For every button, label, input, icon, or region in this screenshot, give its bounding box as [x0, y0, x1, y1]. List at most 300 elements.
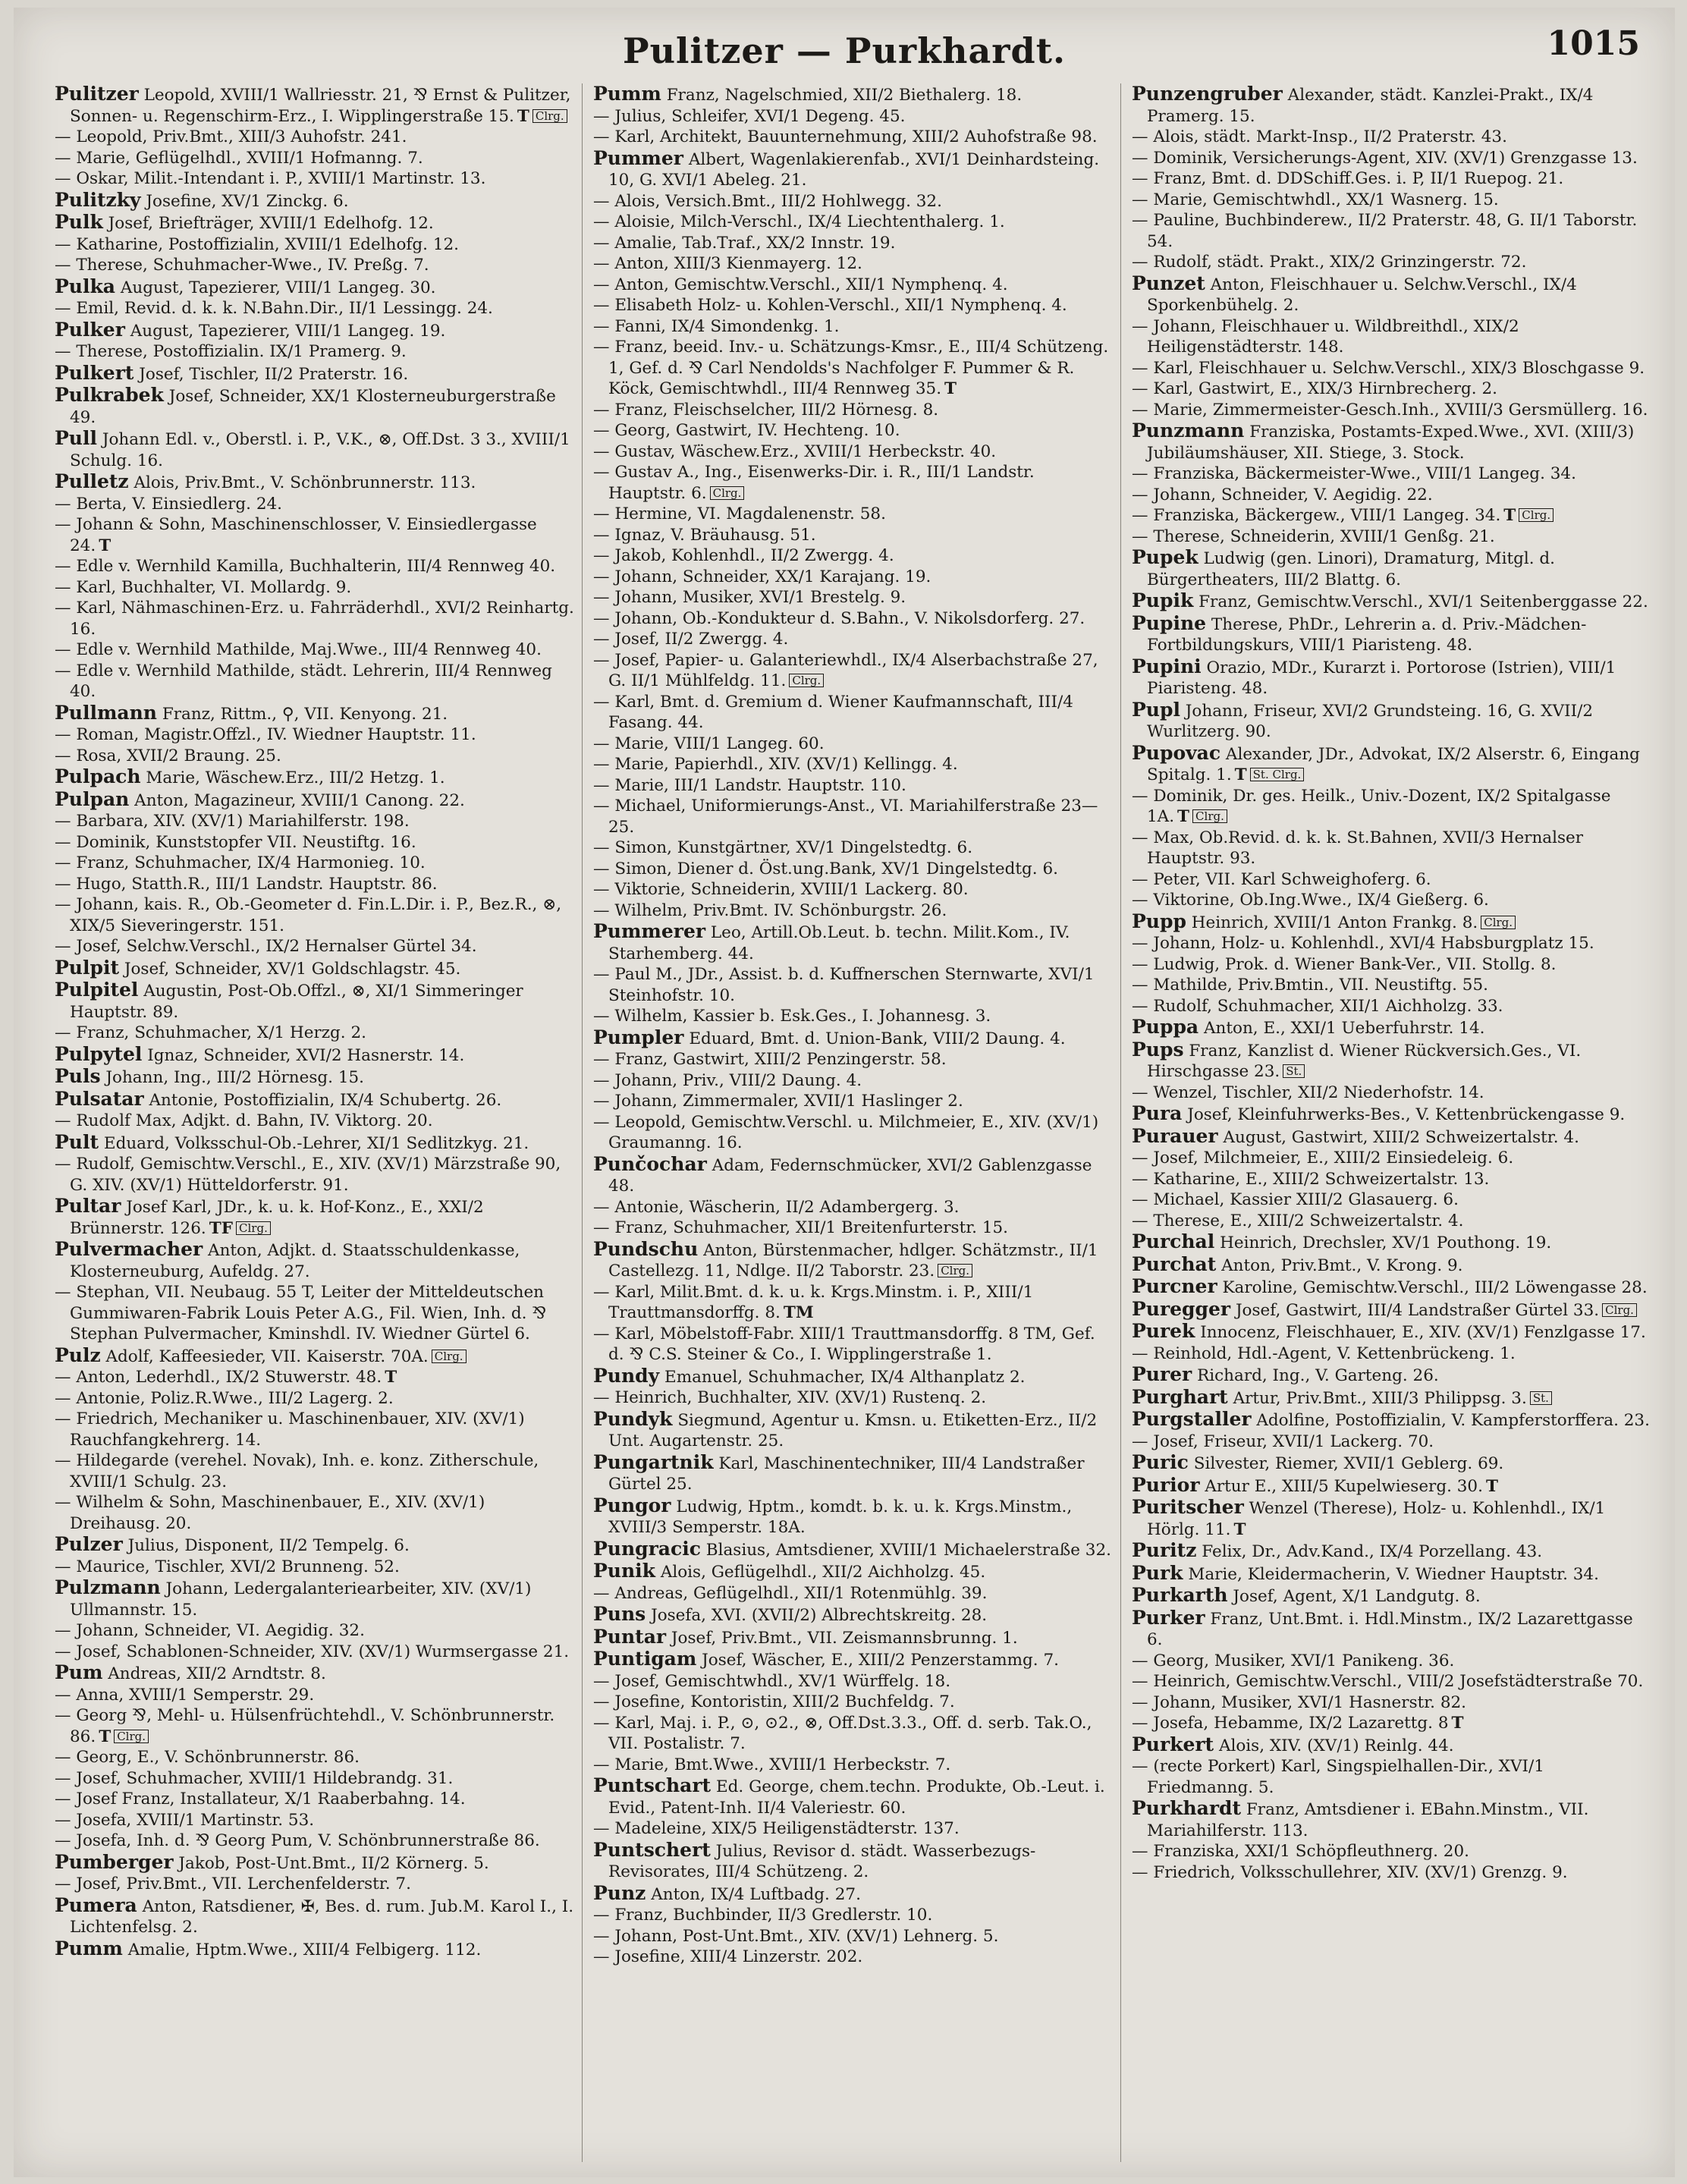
entry-text: — Karl, Architekt, Bauunternehmung, XIII/2 Auhofstraße 98. — [593, 127, 1098, 146]
directory-entry — [593, 253, 1113, 275]
directory-entry — [593, 1947, 1113, 1968]
entry-text: — Jakob, Kohlenhdl., II/2 Zwergg. 4. — [593, 546, 894, 565]
entry-surname: Pulkert — [55, 361, 134, 384]
directory-entry — [1132, 148, 1652, 169]
entry-surname: Puritscher — [1132, 1496, 1244, 1518]
entry-text: Johann, Ing., III/2 Hörnesg. 15. — [105, 1068, 365, 1087]
directory-entry — [1132, 316, 1652, 358]
entry-text: — Josefine, Kontoristin, XIII/2 Buchfeldg. 7. — [593, 1692, 955, 1711]
entry-surname: Puntigam — [593, 1648, 697, 1670]
directory-entry — [593, 1713, 1113, 1755]
directory-entry — [55, 598, 574, 639]
telephone-mark: T — [1233, 1519, 1246, 1539]
entry-text: Leo, Artill.Ob.Leut. b. techn. Milit.Kom., IV. Starhemberg. 44. — [608, 923, 1070, 963]
directory-entry — [593, 1583, 1113, 1604]
directory-entry — [1132, 400, 1652, 421]
directory-entry — [55, 1830, 574, 1852]
directory-entry — [1132, 1713, 1652, 1734]
directory-entry — [1132, 613, 1652, 656]
entry-surname: Puls — [55, 1065, 101, 1087]
entry-text: Anton, E., XXI/1 Ueberfuhrstr. 14. — [1203, 1019, 1485, 1038]
directory-entry — [1132, 358, 1652, 379]
entry-text: — Maurice, Tischler, XVI/2 Brunneng. 52. — [55, 1557, 400, 1576]
directory-entry — [55, 1044, 574, 1067]
entry-surname: Pupik — [1132, 589, 1194, 611]
directory-entry — [55, 1874, 574, 1895]
entry-surname: Pupovac — [1132, 741, 1221, 764]
entry-text: — Marie, Papierhdl., XIV. (XV/1) Kellingg. 4. — [593, 755, 958, 774]
directory-entry — [593, 545, 1113, 567]
entry-text: — Josefa, XVIII/1 Martinstr. 53. — [55, 1810, 315, 1830]
entry-text: — Anton, Lederhdl., IX/2 Stuwerstr. 48. — [55, 1368, 382, 1387]
entry-text: Franz, Rittm., ⚲, VII. Kenyong. 21. — [162, 704, 448, 724]
directory-entry — [55, 894, 574, 936]
directory-entry — [593, 1197, 1113, 1218]
entry-text: — Therese, Postoffizialin. IX/1 Pramerg. 9. — [55, 342, 407, 361]
entry-surname: Puregger — [1132, 1297, 1231, 1320]
directory-entry — [55, 1492, 574, 1534]
directory-entry — [593, 106, 1113, 127]
directory-entry — [1132, 1364, 1652, 1387]
entry-text: — (recte Porkert) Karl, Singspielhallen-Dir., XVI/1 Friedmanng. 5. — [1132, 1757, 1544, 1797]
entry-text: Emanuel, Schuhmacher, IX/4 Althanplatz 2. — [664, 1367, 1026, 1387]
directory-entry — [55, 1154, 574, 1196]
entry-surname: Pungartnik — [593, 1450, 714, 1473]
entry-text: — Rosa, XVII/2 Braung. 25. — [55, 746, 281, 765]
entry-surname: Pulvermacher — [55, 1238, 203, 1260]
entry-surname: Purchat — [1132, 1252, 1217, 1275]
entry-text: Alois, Geflügelhdl., XII/2 Aichholzg. 45. — [660, 1563, 986, 1582]
directory-entry — [593, 316, 1113, 338]
entry-surname: Pulka — [55, 275, 115, 297]
entry-text: — Rudolf Max, Adjkt. d. Bahn, IV. Viktorg. 20. — [55, 1111, 433, 1130]
clearing-badge: St. Clrg. — [1250, 768, 1305, 781]
entry-surname: Puntschert — [593, 1838, 711, 1861]
directory-entry — [593, 1282, 1113, 1324]
directory-entry — [55, 1239, 574, 1282]
telephone-mark: T — [1234, 765, 1247, 784]
directory-entry — [55, 1023, 574, 1044]
directory-entry — [593, 212, 1113, 233]
directory-entry — [55, 766, 574, 789]
directory-entry — [1132, 1756, 1652, 1798]
directory-entry — [593, 1818, 1113, 1840]
telephone-mark: T — [99, 1727, 112, 1746]
entry-surname: Purior — [1132, 1473, 1200, 1496]
directory-entry — [55, 811, 574, 832]
directory-entry — [1132, 1734, 1652, 1757]
entry-text: Innocenz, Fleischhauer, E., XIV. (XV/1) Fenzlgasse 17. — [1200, 1323, 1646, 1342]
directory-entry — [1132, 547, 1652, 590]
entry-surname: Punzet — [1132, 272, 1205, 294]
directory-entry — [1132, 996, 1652, 1017]
entry-text: — Josefa, Hebamme, IX/2 Lazarettg. 8 — [1132, 1714, 1449, 1733]
entry-text: — Karl, Bmt. d. Gremium d. Wiener Kaufmannschaft, III/4 Fasang. 44. — [593, 692, 1073, 732]
directory-entry — [1132, 168, 1652, 190]
entry-text: — Pauline, Buchbinderew., II/2 Praterstr. 48, G. II/1 Taborstr. 54. — [1132, 211, 1638, 251]
directory-entry — [593, 1755, 1113, 1776]
clearing-badge: Clrg. — [432, 1350, 467, 1363]
entry-text: — Aloisie, Milch-Verschl., IX/4 Liechtenthalerg. 1. — [593, 212, 1005, 231]
entry-text: — Max, Ob.Revid. d. k. k. St.Bahnen, XVII/3 Hernalser Hauptstr. 93. — [1132, 828, 1584, 868]
entry-surname: Purgstaller — [1132, 1408, 1252, 1430]
entry-text: — Leopold, Priv.Bmt., XIII/3 Auhofstr. 241. — [55, 127, 407, 146]
directory-entry — [593, 734, 1113, 755]
entry-text: — Emil, Revid. d. k. k. N.Bahn.Dir., II/1 Lessingg. 24. — [55, 299, 493, 318]
telephone-mark: T — [99, 536, 112, 555]
directory-entry — [593, 148, 1113, 191]
entry-surname: Pum — [55, 1661, 103, 1683]
entry-surname: Pupek — [1132, 546, 1198, 568]
entry-text: Leopold, XVIII/1 Wallriesstr. 21, ⅋ Ernst & Pulitzer, Sonnen- u. Regenschirm-Erz., I. Wipplingerstraße 15. — [70, 86, 571, 126]
entry-text: Wenzel (Therese), Holz- u. Kohlenhdl., IX/1 Hörlg. 11. — [1147, 1499, 1606, 1539]
column-2 — [583, 83, 1121, 2162]
entry-text: — Johann, Ob.-Kondukteur d. S.Bahn., V. Nikolsdorferg. 27. — [593, 608, 1085, 628]
telephone-mark: TM — [783, 1303, 814, 1322]
directory-entry — [55, 1450, 574, 1492]
entry-text: August, Tapezierer, VIII/1 Langeg. 30. — [120, 278, 436, 297]
entry-surname: Pulker — [55, 318, 125, 341]
entry-text: — Josef, Schuhmacher, XVIII/1 Hildebrandg. 31. — [55, 1768, 454, 1788]
entry-text: — Simon, Kunstgärtner, XV/1 Dingelstedtg. 6. — [593, 838, 973, 857]
directory-entry — [1132, 273, 1652, 316]
directory-entry — [55, 1111, 574, 1132]
entry-text: Franz, Kanzlist d. Wiener Rückversich.Ges., VI. Hirschgasse 23. — [1147, 1041, 1582, 1081]
entry-text: Antonie, Postoffizialin, IX/4 Schubertg. 26. — [149, 1090, 502, 1110]
directory-entry — [1132, 1671, 1652, 1692]
entry-text: Silvester, Riemer, XVII/1 Geblerg. 69. — [1193, 1454, 1504, 1473]
directory-entry — [1132, 1431, 1652, 1453]
entry-text: August, Gastwirt, XIII/2 Schweizertalstr. 4. — [1223, 1127, 1579, 1147]
directory-entry — [55, 1534, 574, 1557]
directory-entry — [593, 964, 1113, 1006]
entry-surname: Pulpit — [55, 956, 119, 979]
directory-entry — [55, 746, 574, 767]
directory-entry — [593, 796, 1113, 837]
entry-text: — Karl, Fleischhauer u. Selchw.Verschl., XIX/3 Bloschgasse 9. — [1132, 358, 1645, 378]
entry-text: — Elisabeth Holz- u. Kohlen-Verschl., XII/1 Nymphenq. 4. — [593, 296, 1067, 315]
entry-text: — Georg, Gastwirt, IV. Hechteng. 10. — [593, 421, 900, 440]
entry-text: — Gustav, Wäschew.Erz., XVIII/1 Herbeckstr. 40. — [593, 442, 997, 461]
directory-entry — [1132, 1321, 1652, 1343]
directory-entry — [55, 936, 574, 957]
entry-surname: Pulpan — [55, 787, 130, 810]
directory-entry — [55, 853, 574, 874]
telephone-mark: T — [1177, 807, 1190, 826]
entry-surname: Purker — [1132, 1606, 1205, 1629]
entry-text: Johann Edl. v., Oberstl. i. P., V.K., ⊗, Off.Dst. 3 3., XVIII/1 Schulg. 16. — [70, 430, 570, 470]
entry-text: Heinrich, Drechsler, XV/1 Pouthong. 19. — [1220, 1233, 1552, 1252]
directory-entry — [55, 1196, 574, 1239]
entry-text: — Karl, Gastwirt, E., XIX/3 Hirnbrecherg. 2. — [1132, 379, 1497, 398]
directory-entry — [55, 1409, 574, 1450]
directory-entry — [1132, 1211, 1652, 1232]
entry-surname: Puntar — [593, 1625, 667, 1648]
telephone-mark: T — [517, 106, 529, 126]
entry-surname: Punik — [593, 1560, 655, 1582]
directory-entry — [1132, 890, 1652, 911]
entry-surname: Pumberger — [55, 1850, 174, 1873]
clearing-badge: Clrg. — [114, 1730, 149, 1743]
entry-surname: Purchal — [1132, 1230, 1215, 1252]
entry-surname: Punz — [593, 1881, 646, 1904]
entry-surname: Pungracic — [593, 1537, 701, 1560]
directory-entry — [1132, 590, 1652, 613]
clearing-badge: Clrg. — [710, 486, 745, 500]
entry-text: — Alois, städt. Markt-Insp., II/2 Praterstr. 43. — [1132, 127, 1507, 146]
directory-entry — [593, 420, 1113, 442]
directory-entry — [1132, 127, 1652, 148]
entry-surname: Pumpler — [593, 1026, 684, 1048]
directory-entry — [55, 1132, 574, 1155]
directory-entry — [1132, 505, 1652, 526]
entry-surname: Pura — [1132, 1102, 1183, 1124]
directory-entry — [1132, 1169, 1652, 1190]
directory-entry — [1132, 1862, 1652, 1884]
directory-entry — [1132, 252, 1652, 273]
entry-text: — Heinrich, Buchhalter, XIV. (XV/1) Rustenq. 2. — [593, 1388, 987, 1407]
entry-surname: Pulitzky — [55, 188, 141, 211]
directory-entry — [1132, 656, 1652, 699]
entry-surname: Pungor — [593, 1494, 671, 1516]
entry-text: Anton, Fleischhauer u. Selchw.Verschl., IX/4 Sporkenbühelg. 2. — [1147, 275, 1577, 315]
directory-entry — [55, 661, 574, 702]
directory-entry — [593, 879, 1113, 900]
entry-surname: Pulk — [55, 211, 103, 233]
entry-text: Josef, Schneider, XV/1 Goldschlagstr. 45. — [124, 959, 461, 979]
entry-text: Andreas, XII/2 Arndtstr. 8. — [108, 1664, 326, 1683]
directory-entry — [593, 1626, 1113, 1649]
entry-text: — Johann, Priv., VIII/2 Daung. 4. — [593, 1070, 862, 1090]
entry-surname: Pullmann — [55, 701, 157, 724]
directory-entry — [1132, 1563, 1652, 1585]
entry-text: — Johann, Post-Unt.Bmt., XIV. (XV/1) Lehnerg. 5. — [593, 1926, 999, 1946]
directory-entry — [1132, 828, 1652, 869]
directory-entry — [55, 1685, 574, 1706]
directory-entry — [55, 1089, 574, 1111]
entry-text: Karoline, Gemischtw.Verschl., III/2 Löwengasse 28. — [1222, 1278, 1648, 1297]
entry-surname: Pupine — [1132, 611, 1207, 634]
directory-entry — [593, 837, 1113, 859]
entry-text: Josef, Priv.Bmt., VII. Zeismannsbrunng. 1. — [671, 1628, 1018, 1648]
directory-entry — [593, 900, 1113, 922]
directory-entry — [1132, 1039, 1652, 1083]
entry-text: Alexander, JDr., Advokat, IX/2 Alserstr. 6, Eingang Spitalg. 1. — [1147, 744, 1640, 784]
entry-text: — Marie, Bmt.Wwe., XVIII/1 Herbeckstr. 7. — [593, 1755, 951, 1774]
entry-surname: Pulsatar — [55, 1087, 144, 1110]
directory-entry — [593, 83, 1113, 106]
entry-text: Anton, Adjkt. d. Staatsschuldenkasse, Klosterneuburg, Aufeldg. 27. — [70, 1241, 520, 1281]
directory-entry — [1132, 1409, 1652, 1431]
directory-entry — [1132, 190, 1652, 211]
entry-surname: Puns — [593, 1603, 646, 1625]
entry-text: Eduard, Volksschul-Ob.-Lehrer, XI/1 Sedlitzkyg. 21. — [103, 1133, 529, 1153]
directory-entry — [593, 504, 1113, 525]
entry-surname: Puntschart — [593, 1774, 712, 1796]
directory-entry — [593, 859, 1113, 880]
entry-text: Alexander, städt. Kanzlei-Prakt., IX/4 Pramerg. 15. — [1147, 86, 1594, 126]
directory-entry — [593, 1112, 1113, 1154]
column-1 — [44, 83, 583, 2162]
entry-text: — Johann, Schneider, VI. Aegidig. 32. — [55, 1621, 365, 1640]
entry-text: Adolf, Kaffeesieder, VII. Kaiserstr. 70A. — [105, 1347, 429, 1366]
entry-text: — Rudolf, Gemischtw.Verschl., E., XIV. (XV/1) Märzstraße 90, G. XIV. (XV/1) Hütteldorferstr. 91. — [55, 1155, 561, 1195]
entry-text: — Roman, Magistr.Offzl., IV. Wiedner Hauptstr. 11. — [55, 725, 476, 744]
entry-surname: Purkert — [1132, 1733, 1214, 1755]
entry-text: — Josef, II/2 Zwergg. 4. — [593, 630, 789, 649]
directory-entry — [1132, 1148, 1652, 1169]
entry-text: — Anton, Gemischtw.Verschl., XII/1 Nymphenq. 4. — [593, 275, 1008, 294]
entry-text: — Franz, Fleischselcher, III/2 Hörnesg. 8. — [593, 400, 939, 420]
directory-entry — [55, 832, 574, 853]
entry-text: Anton, Bürstenmacher, hdlger. Schätzmstr., II/1 Castellezg. 11, Ndlge. II/2 Taborstr. 23. — [608, 1240, 1098, 1281]
directory-entry — [1132, 485, 1652, 506]
entry-surname: Pupini — [1132, 655, 1202, 677]
entry-surname: Purauer — [1132, 1124, 1218, 1147]
entry-text: — Hugo, Statth.R., III/1 Landstr. Hauptstr. 86. — [55, 874, 438, 894]
entry-text: Marie, Kleidermacherin, V. Wiedner Hauptstr. 34. — [1188, 1564, 1599, 1584]
telephone-mark: TF — [209, 1218, 234, 1238]
directory-entry — [55, 789, 574, 812]
entry-text: — Wilhelm, Priv.Bmt. IV. Schönburgstr. 26. — [593, 900, 947, 920]
entry-text: — Karl, Milit.Bmt. d. k. u. k. Krgs.Minstm. i. P., XIII/1 Trauttmansdorffg. 8. — [593, 1282, 1034, 1322]
entry-text: Johann, Friseur, XVI/2 Grundsteing. 16, G. XVII/2 Wurlitzerg. 90. — [1147, 701, 1594, 741]
directory-entry — [1132, 743, 1652, 786]
entry-text: Adam, Federnschmücker, XVI/2 Gablenzgasse 48. — [608, 1155, 1092, 1196]
entry-text: Adolfine, Postoffizialin, V. Kampferstorffera. 23. — [1256, 1411, 1650, 1430]
entry-text: — Rudolf, städt. Prakt., XIX/2 Grinzingerstr. 72. — [1132, 253, 1527, 272]
directory-entry — [593, 1538, 1113, 1561]
entry-text: — Franz, Schuhmacher, IX/4 Harmonieg. 10. — [55, 853, 426, 872]
directory-entry — [593, 1027, 1113, 1050]
entry-text: — Marie, VIII/1 Langeg. 60. — [593, 734, 825, 753]
entry-text: Augustin, Post-Ob.Offzl., ⊗, XI/1 Simmeringer Hauptstr. 89. — [70, 982, 523, 1022]
entry-text: Josef, Gastwirt, III/4 Landstraßer Gürtel 33. — [1235, 1300, 1600, 1320]
entry-text: Josef, Tischler, II/2 Praterstr. 16. — [139, 364, 409, 384]
entry-text: Anton, Magazineur, XVIII/1 Canong. 22. — [134, 790, 465, 810]
entry-surname: Pundyk — [593, 1407, 673, 1430]
directory-entry — [55, 979, 574, 1023]
entry-text: — Karl, Möbelstoff-Fabr. XIII/1 Trauttmansdorffg. 8 TM, Gef. d. ⅋ C.S. Steiner & Co., I. Wipplingerstraße 1. — [593, 1324, 1095, 1364]
entry-text: — Katharine, Postoffizialin, XVIII/1 Edelhofg. 12. — [55, 234, 460, 254]
directory-entry — [593, 629, 1113, 650]
directory-entry — [593, 1154, 1113, 1197]
entry-text: — Friedrich, Mechaniker u. Maschinenbauer, XIV. (XV/1) Rauchfangkehrerg. 14. — [55, 1409, 525, 1450]
directory-entry — [1132, 954, 1652, 976]
entry-text: Johann, Ledergalanteriearbeiter, XIV. (XV/1) Ullmannstr. 15. — [70, 1579, 532, 1620]
entry-surname: Puppa — [1132, 1016, 1199, 1038]
entry-text: Artur E., XIII/5 Kupelwieserg. 30. — [1205, 1476, 1483, 1496]
entry-text: — Franziska, XXI/1 Schöpfleuthnerg. 20. — [1132, 1842, 1470, 1861]
directory-entry — [55, 1642, 574, 1663]
entry-text: Heinrich, XVIII/1 Anton Frankg. 8. — [1191, 913, 1478, 932]
directory-entry — [55, 724, 574, 746]
entry-text: Siegmund, Agentur u. Kmsn. u. Etiketten-Erz., II/2 Unt. Augartenstr. 25. — [608, 1410, 1098, 1450]
directory-entry — [1132, 1343, 1652, 1365]
entry-text: Franz, Nagelschmied, XII/2 Biethalerg. 18. — [666, 86, 1023, 105]
entry-text: — Therese, E., XIII/2 Schweizertalstr. 4. — [1132, 1211, 1464, 1230]
clearing-badge: Clrg. — [938, 1264, 972, 1277]
directory-entry — [1132, 1540, 1652, 1563]
directory-entry — [55, 556, 574, 577]
entry-text: — Edle v. Wernhild Kamilla, Buchhalterin, III/4 Rennweg 40. — [55, 557, 556, 576]
entry-text: — Johann, Musiker, XVI/1 Hasnerstr. 82. — [1132, 1692, 1467, 1712]
entry-text: — Josef, Friseur, XVII/1 Lackerg. 70. — [1132, 1431, 1434, 1451]
entry-surname: Pulz — [55, 1343, 101, 1366]
entry-text: — Hermine, VI. Magdalenenstr. 58. — [593, 504, 886, 523]
directory-entry — [593, 1387, 1113, 1409]
directory-entry — [55, 168, 574, 190]
directory-entry — [1132, 1189, 1652, 1211]
entry-text: Ignaz, Schneider, XVI/2 Hasnerstr. 14. — [147, 1045, 465, 1065]
entry-text: — Fanni, IX/4 Simondenkg. 1. — [593, 316, 840, 336]
directory-entry — [55, 577, 574, 599]
directory-entry — [55, 494, 574, 515]
entry-text: Ludwig, Hptm., komdt. b. k. u. k. Krgs.Minstm., XVIII/3 Semperstr. 18A. — [608, 1497, 1073, 1537]
entry-text: August, Tapezierer, VIII/1 Langeg. 19. — [130, 321, 446, 341]
directory-entry — [1132, 420, 1652, 464]
entry-surname: Punzengruber — [1132, 83, 1283, 105]
directory-entry — [55, 639, 574, 661]
directory-entry — [1132, 1276, 1652, 1299]
directory-entry — [55, 1852, 574, 1874]
entry-text: — Hildegarde (verehel. Novak), Inh. e. konz. Zitherschule, XVIII/1 Schulg. 23. — [55, 1451, 539, 1491]
directory-entry — [593, 754, 1113, 775]
directory-entry — [593, 1604, 1113, 1626]
entry-surname: Purkarth — [1132, 1584, 1228, 1606]
entry-text: — Franz, Schuhmacher, X/1 Herzg. 2. — [55, 1023, 366, 1042]
telephone-mark: T — [385, 1368, 397, 1387]
entry-surname: Pulpytel — [55, 1042, 143, 1065]
directory-entry — [1132, 975, 1652, 996]
entry-text: — Franz, Bmt. d. DDSchiff.Ges. i. P, II/1 Ruepog. 21. — [1132, 169, 1564, 188]
entry-text: — Johann & Sohn, Maschinenschlosser, V. Einsiedlergasse 24. — [55, 515, 537, 555]
directory-entry — [55, 341, 574, 363]
entry-text: — Josefine, XIII/4 Linzerstr. 202. — [593, 1947, 863, 1966]
directory-entry — [593, 275, 1113, 296]
entry-text: — Julius, Schleifer, XVI/1 Degeng. 45. — [593, 106, 906, 126]
directory-entry — [55, 1789, 574, 1810]
entry-surname: Pundschu — [593, 1237, 699, 1260]
clearing-badge: Clrg. — [1192, 809, 1227, 823]
entry-surname: Pumera — [55, 1893, 137, 1916]
entry-text: Josefine, XV/1 Zinckg. 6. — [146, 191, 349, 211]
directory-entry — [593, 1560, 1113, 1583]
directory-entry — [593, 442, 1113, 463]
entry-text: — Josef, Selchw.Verschl., IX/2 Hernalser Gürtel 34. — [55, 937, 477, 956]
entry-text: — Anton, XIII/3 Kienmayerg. 12. — [593, 254, 862, 273]
entry-text: — Gustav A., Ing., Eisenwerks-Dir. i. R., III/1 Landstr. Hauptstr. 6. — [593, 463, 1035, 503]
entry-text: — Wenzel, Tischler, XII/2 Niederhofstr. 14. — [1132, 1083, 1484, 1102]
entry-text: — Marie, III/1 Landstr. Hauptstr. 110. — [593, 775, 906, 795]
entry-surname: Pupp — [1132, 910, 1186, 932]
entry-text: Josef, Kleinfuhrwerks-Bes., V. Kettenbrückengasse 9. — [1187, 1105, 1626, 1124]
entry-surname: Pummerer — [593, 920, 706, 942]
entry-text: — Johann, Fleischhauer u. Wildbreithdl., XIX/2 Heiligenstädterstr. 148. — [1132, 316, 1519, 357]
directory-entry — [1132, 1083, 1652, 1104]
entry-text: — Heinrich, Gemischtw.Verschl., VIII/2 Josefstädterstraße 70. — [1132, 1672, 1644, 1691]
page-number: 1015 — [1547, 24, 1640, 63]
directory-entry — [55, 127, 574, 148]
entry-text: Josef Karl, JDr., k. u. k. Hof-Konz., E., XXI/2 Brünnerstr. 126. — [70, 1198, 484, 1238]
entry-text: — Josef Franz, Installateur, X/1 Raaberbahng. 14. — [55, 1790, 466, 1808]
directory-entry — [593, 1883, 1113, 1906]
directory-entry — [55, 148, 574, 169]
entry-text: — Georg ⅋, Mehl- u. Hülsenfrüchtehdl., V. Schönbrunnerstr. 86. — [55, 1706, 555, 1746]
directory-entry — [593, 295, 1113, 316]
directory-entry — [55, 1367, 574, 1388]
directory-entry — [593, 1905, 1113, 1926]
